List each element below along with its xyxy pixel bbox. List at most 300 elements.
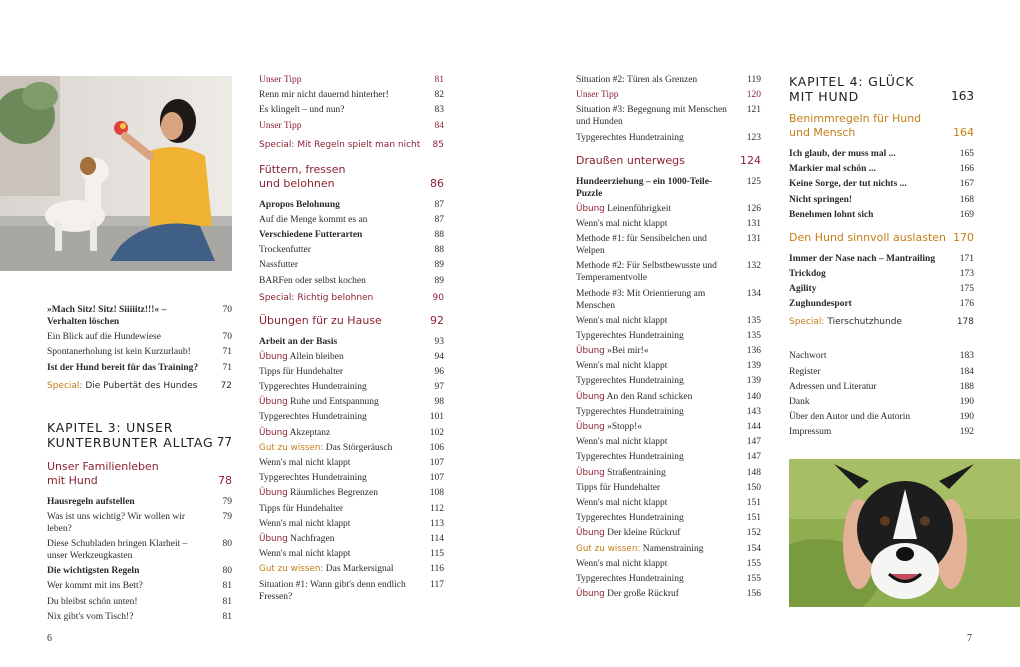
toc-entry-text: Leinenführigkeit [607, 203, 671, 214]
toc-entry-title [259, 457, 424, 469]
toc-entry-prefix: Übung [259, 397, 288, 408]
toc-entry-title [576, 451, 741, 463]
toc-entry-page: 93 [434, 336, 444, 347]
toc-entry-title [576, 482, 741, 494]
toc-entry-page: 140 [746, 391, 761, 402]
toc-entry[interactable] [576, 218, 761, 230]
toc-entry-prefix: Gut zu wissen: [259, 564, 324, 575]
toc-entry[interactable] [789, 350, 974, 362]
toc-entry[interactable] [576, 132, 761, 144]
toc-entry-text: Ich glaub, der muss mal ... [789, 149, 896, 159]
toc-entry-title [576, 497, 741, 509]
toc-entry-title [789, 411, 954, 423]
toc-entry[interactable] [259, 457, 444, 469]
toc-entry-title [576, 218, 741, 230]
toc-entry-title [47, 362, 212, 374]
toc-entry-title [789, 426, 954, 438]
toc-entry-title [576, 588, 741, 600]
toc-entry-title [576, 527, 741, 539]
toc-entry-page: 150 [746, 482, 761, 493]
toc-entry-title [47, 580, 212, 592]
toc-entry[interactable] [576, 451, 761, 463]
toc-entry[interactable] [789, 268, 974, 280]
toc-entry-page: 81 [222, 611, 232, 622]
toc-entry-text: Nassfutter [259, 260, 299, 271]
toc-entry-title [47, 565, 212, 577]
toc-entry[interactable] [47, 611, 232, 623]
toc-entry-title [47, 596, 212, 608]
toc-entry[interactable] [47, 538, 232, 562]
toc-entry-text: Nicht springen! [789, 194, 853, 205]
toc-entry-page: 192 [959, 427, 974, 438]
toc-entry[interactable] [47, 496, 232, 508]
toc-entry-title [789, 163, 954, 175]
toc-entry-text: Nachwort [789, 351, 827, 362]
toc-entry-text: Agility [789, 284, 817, 295]
toc-entry-text: Wenn's mal nicht klappt [259, 549, 351, 560]
toc-entry-title [259, 487, 424, 499]
toc-entry-text: Situation #1: Wann gibt's denn endlich Fressen? [259, 579, 406, 602]
toc-entry-title [576, 74, 741, 86]
toc-entry-title [259, 244, 424, 256]
toc-entry-text: Wer kommt mit ins Bett? [47, 581, 143, 592]
toc-entry[interactable] [576, 260, 761, 284]
toc-entry[interactable] [259, 214, 444, 226]
toc-entry-text: Das Störgeräusch [325, 442, 393, 453]
toc-entry-title [576, 375, 741, 387]
toc-entry[interactable] [259, 74, 444, 86]
toc-entry[interactable] [259, 472, 444, 484]
toc-entry-page: 107 [429, 473, 444, 484]
toc-entry-title [789, 194, 954, 206]
toc-entry-prefix: Übung [259, 427, 288, 438]
toc-entry-text: Trickdog [789, 268, 826, 279]
toc-entry-page: 81 [434, 75, 444, 85]
toc-entry-page: 114 [430, 533, 444, 544]
page-number-left: 6 [47, 633, 52, 644]
toc-entry[interactable] [576, 74, 761, 86]
toc-entry-page: 135 [746, 315, 761, 326]
toc-entry-text: Typgerechtes Hundetraining [259, 382, 367, 393]
toc-entry[interactable] [789, 253, 974, 265]
toc-entry[interactable] [576, 360, 761, 372]
toc-entry-title [576, 104, 741, 128]
toc-entry-text: Ruhe und Entspannung [290, 397, 379, 408]
toc-entry-text: Spontanerholung ist kein Kurzurlaub! [47, 347, 191, 358]
toc-entry[interactable] [576, 527, 761, 539]
toc-entry-text: Tipps für Hundehalter [259, 366, 344, 377]
toc-entry-page: 79 [222, 496, 232, 507]
toc-entry-text: Diese Schubladen bringen Klarheit – unser Werkzeugkasten [47, 538, 188, 561]
toc-entry[interactable] [259, 351, 444, 363]
section-heading[interactable]: Den Hund sinnvoll auslasten 170 [789, 230, 974, 244]
toc-entry-text: Ein Blick auf die Hundewiese [47, 332, 161, 343]
toc-entry-text: Wenn's mal nicht klappt [576, 315, 668, 326]
toc-entry-page: 176 [959, 299, 974, 310]
toc-entry-page: 84 [434, 120, 444, 131]
toc-entry-page: 80 [222, 566, 232, 577]
toc-entry-text: Typgerechtes Hundetraining [576, 513, 684, 524]
toc-entry-page: 183 [959, 351, 974, 362]
special-entry[interactable]: Special: Die Pubertät des Hundes 72 [47, 380, 232, 391]
toc-entry-title [259, 259, 424, 271]
toc-entry[interactable] [576, 176, 761, 200]
toc-entry-text: Wenn's mal nicht klappt [576, 437, 668, 448]
toc-entry-title [259, 518, 424, 530]
toc-entry-text: Straßentraining [607, 467, 666, 478]
toc-entry-page: 151 [746, 513, 761, 524]
chapter-4-heading[interactable]: KAPITEL 4: GLÜCK MIT HUND 163 [789, 74, 974, 104]
toc-entry-page: 87 [434, 214, 444, 225]
toc-entry-page: 151 [746, 497, 761, 508]
toc-entry-title [789, 381, 954, 393]
toc-entry[interactable] [259, 427, 444, 439]
toc-entry[interactable] [576, 233, 761, 257]
toc-entry-title [789, 298, 954, 310]
page-number-right: 7 [967, 633, 972, 644]
toc-entry[interactable] [259, 259, 444, 271]
toc-entry[interactable] [259, 104, 444, 116]
toc-entry-text: Räumliches Begrenzen [290, 488, 378, 499]
toc-entry-text: Über den Autor und die Autorin [789, 412, 911, 423]
toc-entry[interactable] [259, 411, 444, 423]
toc-entry-text: Situation #3: Begegnung mit Menschen und Hunden [576, 105, 727, 128]
toc-entry-page: 139 [746, 376, 761, 387]
photo-woman-training-dog [0, 76, 232, 271]
toc-entry-title [789, 178, 954, 190]
toc-entry-page: 116 [430, 564, 444, 575]
toc-entry-text: Zughundesport [789, 299, 852, 310]
toc-entry-page: 126 [746, 203, 761, 214]
toc-column-3 [576, 74, 761, 603]
toc-entry-title [576, 176, 741, 200]
toc-entry[interactable] [259, 563, 444, 575]
toc-entry[interactable] [259, 503, 444, 515]
toc-entry[interactable] [259, 336, 444, 348]
toc-entry[interactable] [576, 330, 761, 342]
toc-entry-page: 82 [434, 90, 444, 101]
toc-entry-page: 119 [747, 75, 761, 85]
toc-entry-page: 134 [746, 288, 761, 299]
special-entry[interactable]: Special: Richtig belohnen 90 [259, 292, 444, 303]
toc-entry-title [259, 351, 424, 363]
toc-entry-page: 81 [222, 581, 232, 592]
toc-entry-title [47, 346, 212, 358]
toc-entry-page: 117 [430, 579, 444, 590]
toc-entry[interactable] [259, 381, 444, 393]
toc-entry-title [259, 472, 424, 484]
toc-entry[interactable] [576, 288, 761, 312]
special-entry[interactable]: Special: Mit Regeln spielt man nicht 85 [259, 139, 444, 150]
toc-entry[interactable] [47, 580, 232, 592]
toc-entry-text: Unser Tipp [259, 75, 302, 85]
toc-entry[interactable] [259, 244, 444, 256]
toc-entry-text: Methode #2: Für Selbstbewusste und Temperamentvolle [576, 261, 717, 284]
section-heading[interactable]: Unser Familienleben mit Hund 78 [47, 459, 232, 487]
toc-entry-title [259, 120, 424, 132]
toc-entry-text: Typgerechtes Hundetraining [259, 473, 367, 484]
toc-entry-page: 166 [959, 164, 974, 175]
toc-entry-page: 139 [746, 361, 761, 372]
toc-entry-text: Was ist uns wichtig? Wir wollen wir leben? [47, 511, 185, 534]
toc-entry-title [259, 214, 424, 226]
toc-entry-title [259, 427, 424, 439]
toc-entry-page: 89 [434, 275, 444, 286]
toc-entry[interactable] [789, 298, 974, 310]
toc-entry-prefix: Übung [576, 589, 605, 600]
section-heading[interactable]: Übungen für zu Hause 92 [259, 313, 444, 327]
toc-entry-title [47, 331, 212, 343]
toc-entry-text: Hausregeln aufstellen [47, 496, 135, 507]
toc-entry-title [259, 336, 424, 348]
toc-entry-prefix: Übung [576, 467, 605, 478]
toc-entry[interactable] [576, 512, 761, 524]
toc-entry[interactable] [576, 467, 761, 479]
toc-entry[interactable] [576, 375, 761, 387]
toc-entry-page: 94 [434, 351, 444, 362]
section-heading[interactable]: Füttern, fressen und belohnen 86 [259, 162, 444, 190]
toc-entry[interactable] [576, 436, 761, 448]
toc-entry-page: 113 [430, 518, 444, 529]
toc-entry-page: 87 [434, 199, 444, 210]
toc-entry-page: 96 [434, 366, 444, 377]
toc-entry-page: 171 [959, 253, 974, 264]
toc-entry-title [259, 503, 424, 515]
toc-entry-prefix: Übung [576, 346, 605, 357]
toc-entry-text: »Bei mir!« [607, 346, 649, 357]
toc-entry-text: BARFen oder selbst kochen [259, 275, 366, 286]
toc-entry[interactable] [47, 596, 232, 608]
toc-entry-title [259, 579, 424, 603]
toc-entry-title [259, 548, 424, 560]
toc-entry-title [576, 132, 741, 144]
toc-entry-text: Benehmen lohnt sich [789, 209, 874, 220]
toc-entry[interactable] [789, 396, 974, 408]
toc-entry[interactable] [576, 391, 761, 403]
toc-entry-title [259, 396, 424, 408]
toc-entry-title [576, 330, 741, 342]
toc-entry-text: Akzeptanz [289, 427, 331, 438]
section-heading[interactable]: Draußen unterwegs 124 [576, 153, 761, 167]
toc-entry[interactable] [789, 366, 974, 378]
toc-entry-page: 135 [746, 330, 761, 341]
toc-entry-title [259, 381, 424, 393]
special-entry[interactable]: Special: Tierschutzhunde 178 [789, 317, 974, 328]
toc-entry-title [576, 89, 741, 101]
toc-entry[interactable] [789, 148, 974, 160]
toc-entry-text: Verschiedene Futterarten [259, 229, 363, 240]
toc-column-4 [789, 74, 974, 441]
toc-entry-title [47, 304, 212, 328]
toc-entry-text: Ist der Hund bereit für das Training? [47, 362, 199, 373]
toc-entry[interactable] [259, 120, 444, 132]
toc-entry-text: Keine Sorge, der tut nichts ... [789, 179, 907, 190]
toc-entry-title [259, 411, 424, 423]
toc-entry-title [259, 533, 424, 545]
toc-entry[interactable] [47, 511, 232, 535]
toc-entry-prefix: Übung [576, 528, 605, 539]
toc-entry-page: 143 [746, 406, 761, 417]
section-heading[interactable]: Benimmregeln für Hund und Mensch 164 [789, 112, 974, 139]
toc-entry[interactable] [789, 381, 974, 393]
toc-entry[interactable] [47, 304, 232, 328]
toc-entry[interactable] [789, 194, 974, 206]
toc-entry-page: 102 [429, 427, 444, 438]
toc-entry[interactable] [576, 203, 761, 215]
toc-entry-text: Dank [789, 396, 810, 407]
toc-entry-page: 165 [959, 149, 974, 159]
toc-entry-page: 144 [746, 422, 761, 432]
toc-entry-text: Tipps für Hundehalter [259, 503, 344, 514]
toc-entry-text: Typgerechtes Hundetraining [576, 132, 684, 143]
toc-entry[interactable] [789, 209, 974, 221]
toc-entry[interactable] [576, 345, 761, 357]
toc-entry-text: Tipps für Hundehalter [576, 482, 661, 493]
toc-entry-text: Die wichtigsten Regeln [47, 566, 140, 577]
toc-entry[interactable] [576, 558, 761, 570]
toc-entry-title [259, 74, 424, 86]
toc-entry-title [789, 283, 954, 295]
toc-entry-title [576, 573, 741, 585]
toc-entry-title [259, 366, 424, 378]
toc-entry-page: 107 [429, 458, 444, 468]
toc-entry-text: Der große Rückruf [607, 589, 679, 600]
toc-entry[interactable] [576, 89, 761, 101]
toc-entry-page: 184 [959, 366, 974, 377]
toc-entry-page: 131 [746, 234, 761, 245]
toc-entry[interactable] [259, 533, 444, 545]
toc-entry[interactable] [789, 178, 974, 190]
toc-entry-page: 175 [959, 284, 974, 295]
toc-entry[interactable] [259, 199, 444, 211]
toc-entry-prefix: Gut zu wissen: [576, 543, 641, 554]
toc-entry[interactable] [259, 518, 444, 530]
toc-entry-prefix: Übung [259, 488, 288, 499]
chapter-3-heading[interactable]: KAPITEL 3: UNSER KUNTERBUNTER ALLTAG 77 [47, 419, 232, 450]
toc-entry-title [47, 611, 212, 623]
toc-entry-text: Hundeerziehung – ein 1000-Teile-Puzzle [576, 176, 713, 199]
toc-entry[interactable] [47, 362, 232, 374]
toc-entry-page: 132 [746, 261, 761, 272]
toc-entry[interactable] [576, 315, 761, 327]
toc-entry-title [259, 563, 424, 575]
toc-entry-page: 79 [222, 511, 232, 522]
toc-entry[interactable] [259, 442, 444, 454]
toc-entry-title [789, 350, 954, 362]
toc-entry-text: Auf die Menge kommt es an [259, 214, 368, 225]
toc-entry-title [47, 496, 212, 508]
toc-entry-text: Wenn's mal nicht klappt [259, 518, 351, 529]
toc-entry-text: Methode #1: für Sensibelchen und Welpen [576, 234, 707, 257]
toc-entry[interactable] [789, 163, 974, 175]
toc-entry[interactable] [789, 283, 974, 295]
toc-entry-text: Renn mir nicht dauernd hinterher! [259, 90, 389, 101]
toc-entry-prefix: Übung [576, 203, 605, 214]
toc-entry[interactable] [576, 573, 761, 585]
toc-entry[interactable] [259, 548, 444, 560]
toc-entry-page: 123 [746, 132, 761, 143]
toc-column-2 [259, 74, 444, 606]
toc-entry-text: Allein bleiben [289, 351, 344, 362]
toc-entry-page: 106 [429, 442, 444, 453]
toc-entry-prefix: Übung [259, 533, 288, 544]
toc-entry[interactable] [259, 89, 444, 101]
toc-entry[interactable] [576, 588, 761, 600]
toc-entry[interactable] [47, 346, 232, 358]
toc-entry-text: Trockenfutter [259, 245, 311, 256]
toc-entry-page: 190 [959, 412, 974, 423]
toc-entry[interactable] [576, 543, 761, 555]
toc-entry-page: 155 [746, 558, 761, 569]
toc-entry-title [47, 511, 212, 535]
toc-entry-prefix: Übung [576, 391, 605, 402]
toc-entry[interactable] [259, 229, 444, 241]
toc-entry-text: Wenn's mal nicht klappt [576, 558, 668, 569]
toc-entry-text: Wenn's mal nicht klappt [576, 218, 668, 229]
toc-entry-page: 190 [959, 396, 974, 407]
toc-entry-text: Adressen und Literatur [789, 381, 877, 392]
toc-entry-title [576, 391, 741, 403]
toc-entry-page: 147 [746, 437, 761, 448]
toc-entry[interactable] [47, 565, 232, 577]
toc-entry-page: 168 [959, 194, 974, 205]
toc-entry-title [576, 345, 741, 357]
toc-entry-title [576, 288, 741, 312]
toc-entry-text: Es klingelt – und nun? [259, 105, 345, 116]
toc-entry-text: Wenn's mal nicht klappt [576, 361, 668, 372]
toc-entry-page: 156 [746, 589, 761, 600]
toc-entry-text: Apropos Belohnung [259, 199, 340, 210]
toc-entry-page: 71 [222, 347, 232, 358]
toc-entry[interactable] [259, 396, 444, 408]
toc-entry[interactable] [576, 406, 761, 418]
toc-entry[interactable] [789, 426, 974, 438]
toc-entry-title [576, 203, 741, 215]
toc-entry-text: Wenn's mal nicht klappt [576, 497, 668, 508]
toc-entry-text: Typgerechtes Hundetraining [576, 573, 684, 584]
toc-entry[interactable] [259, 366, 444, 378]
toc-entry-text: Typgerechtes Hundetraining [576, 452, 684, 463]
toc-entry[interactable] [576, 497, 761, 509]
toc-entry-text: »Mach Sitz! Sitz! Siiiiitz!!!« – Verhalten löschen [47, 305, 167, 327]
toc-entry-title [259, 199, 424, 211]
toc-entry-text: Arbeit an der Basis [259, 336, 338, 347]
toc-entry-prefix: Übung [259, 351, 288, 362]
toc-entry-text: Typgerechtes Hundetraining [576, 330, 684, 341]
toc-entry-title [576, 467, 741, 479]
toc-entry-title [576, 421, 741, 433]
toc-entry[interactable] [576, 104, 761, 128]
toc-entry[interactable] [576, 482, 761, 494]
toc-entry-title [789, 268, 954, 280]
toc-entry[interactable] [259, 275, 444, 287]
toc-entry[interactable] [259, 487, 444, 499]
toc-entry-title [789, 366, 954, 378]
toc-entry-page: 148 [746, 467, 761, 478]
toc-entry-prefix: Gut zu wissen: [259, 442, 324, 453]
toc-entry-title [789, 253, 954, 265]
toc-entry-text: Markier mal schön ... [789, 164, 876, 175]
toc-entry-title [576, 233, 741, 257]
toc-entry-text: Situation #2: Türen als Grenzen [576, 75, 698, 85]
toc-entry-text: Register [789, 366, 821, 377]
toc-entry[interactable] [789, 411, 974, 423]
toc-entry[interactable] [576, 421, 761, 433]
toc-entry[interactable] [259, 579, 444, 603]
toc-entry-title [576, 260, 741, 284]
toc-entry[interactable] [47, 331, 232, 343]
toc-entry-text: An den Rand schicken [606, 391, 693, 402]
